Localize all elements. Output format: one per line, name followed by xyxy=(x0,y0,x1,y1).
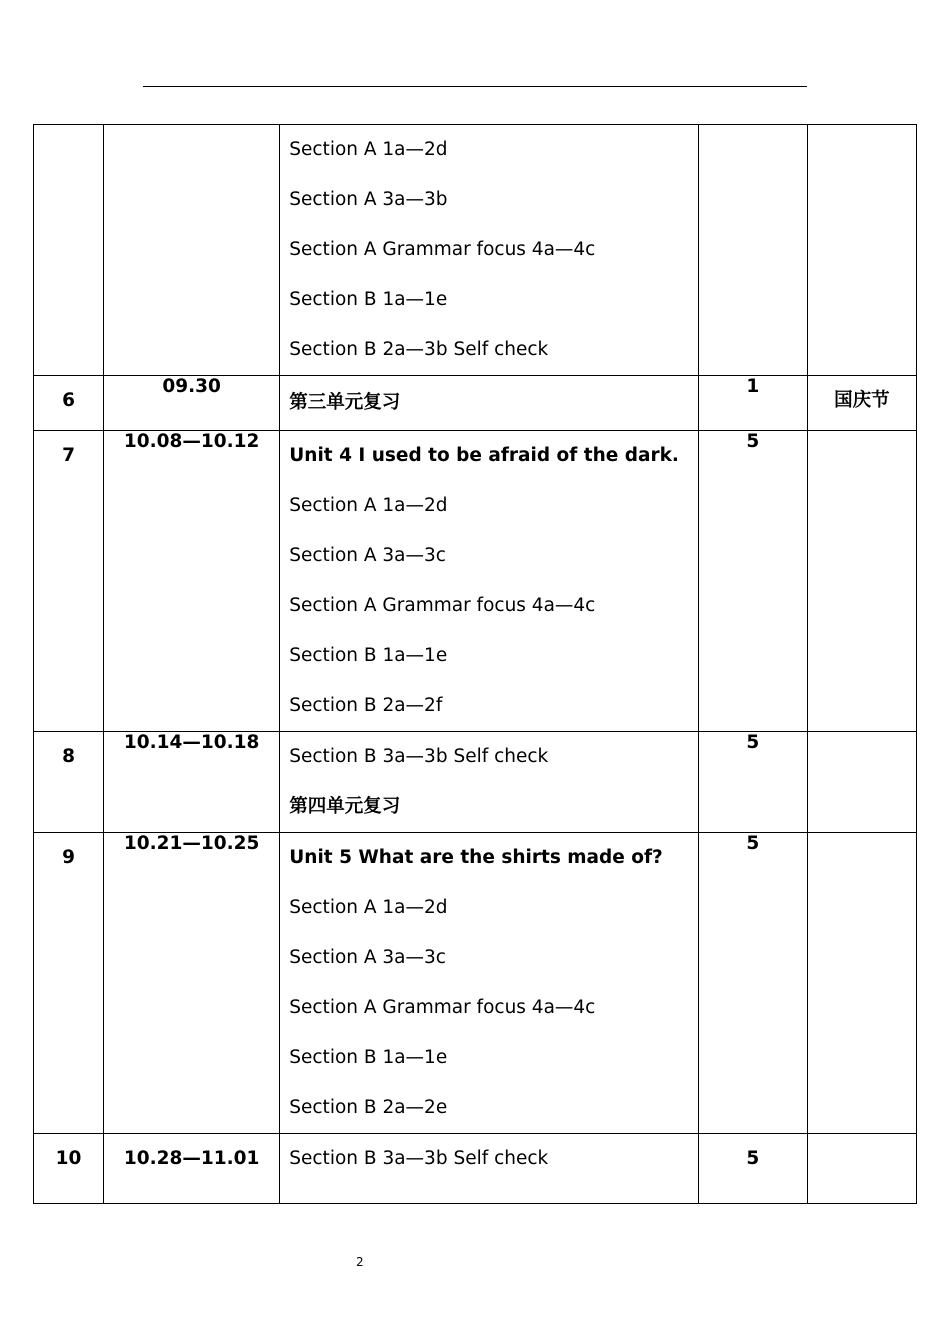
note-cell xyxy=(807,833,916,1134)
date-cell: 10.28—11.01 xyxy=(104,1134,280,1204)
content-line: Section A 3a—3b xyxy=(289,189,448,210)
content-line: Section B 2a—3b Self check xyxy=(289,339,549,360)
content-line: Section A 1a—2d xyxy=(289,139,448,160)
content-cell xyxy=(280,1134,698,1204)
week-cell: 6 xyxy=(34,376,104,431)
hours-cell xyxy=(698,125,807,376)
content-line: 第四单元复习 xyxy=(289,796,401,817)
week-cell xyxy=(34,125,104,376)
week-cell: 8 xyxy=(34,732,104,833)
content-line: Section B 2a—2f xyxy=(289,695,443,716)
note-cell xyxy=(807,732,916,833)
unit-title: Unit 4 I used to be afraid of the dark. xyxy=(289,445,679,466)
hours-cell: 5 xyxy=(698,431,807,732)
hours-cell: 5 xyxy=(698,833,807,1134)
date-cell: 10.21—10.25 xyxy=(104,833,280,1134)
teaching-schedule-table xyxy=(33,124,917,1204)
content-cell xyxy=(280,431,698,732)
week-cell: 10 xyxy=(34,1134,104,1204)
content-cell xyxy=(280,732,698,833)
content-line: Section A 1a—2d xyxy=(289,897,448,918)
content-cell xyxy=(280,125,698,376)
hours-cell: 5 xyxy=(698,732,807,833)
note-cell xyxy=(807,1134,916,1204)
hours-cell: 1 xyxy=(698,376,807,431)
content-line: Section A Grammar focus 4a—4c xyxy=(289,239,596,260)
date-cell: 10.08—10.12 xyxy=(104,431,280,732)
content-line: Section B 2a—2e xyxy=(289,1097,448,1118)
content-line: Section A 3a—3c xyxy=(289,947,446,968)
week-cell: 9 xyxy=(34,833,104,1134)
hours-cell: 5 xyxy=(698,1134,807,1204)
header-rule xyxy=(143,86,807,87)
content-line: Section B 1a—1e xyxy=(289,1047,448,1068)
table-row xyxy=(34,833,917,1134)
page-number: 2 xyxy=(356,1255,364,1269)
note-cell: 国庆节 xyxy=(807,376,916,431)
content-line: Section B 3a—3b Self check xyxy=(289,746,549,767)
content-cell xyxy=(280,376,698,431)
date-cell: 10.14—10.18 xyxy=(104,732,280,833)
content-line: 第三单元复习 xyxy=(289,392,401,413)
table-row xyxy=(34,431,917,732)
table-row xyxy=(34,125,917,376)
content-line: Section A Grammar focus 4a—4c xyxy=(289,997,596,1018)
date-cell: 09.30 xyxy=(104,376,280,431)
content-line: Section A 1a—2d xyxy=(289,495,448,516)
table-row xyxy=(34,732,917,833)
content-cell xyxy=(280,833,698,1134)
content-line: Section A 3a—3c xyxy=(289,545,446,566)
content-line: Section B 1a—1e xyxy=(289,289,448,310)
note-cell xyxy=(807,431,916,732)
table-row xyxy=(34,376,917,431)
content-line: Section B 1a—1e xyxy=(289,645,448,666)
week-cell: 7 xyxy=(34,431,104,732)
unit-title: Unit 5 What are the shirts made of? xyxy=(289,847,663,868)
note-cell xyxy=(807,125,916,376)
date-cell xyxy=(104,125,280,376)
table-row xyxy=(34,1134,917,1204)
content-line: Section B 3a—3b Self check xyxy=(289,1148,549,1169)
content-line: Section A Grammar focus 4a—4c xyxy=(289,595,596,616)
